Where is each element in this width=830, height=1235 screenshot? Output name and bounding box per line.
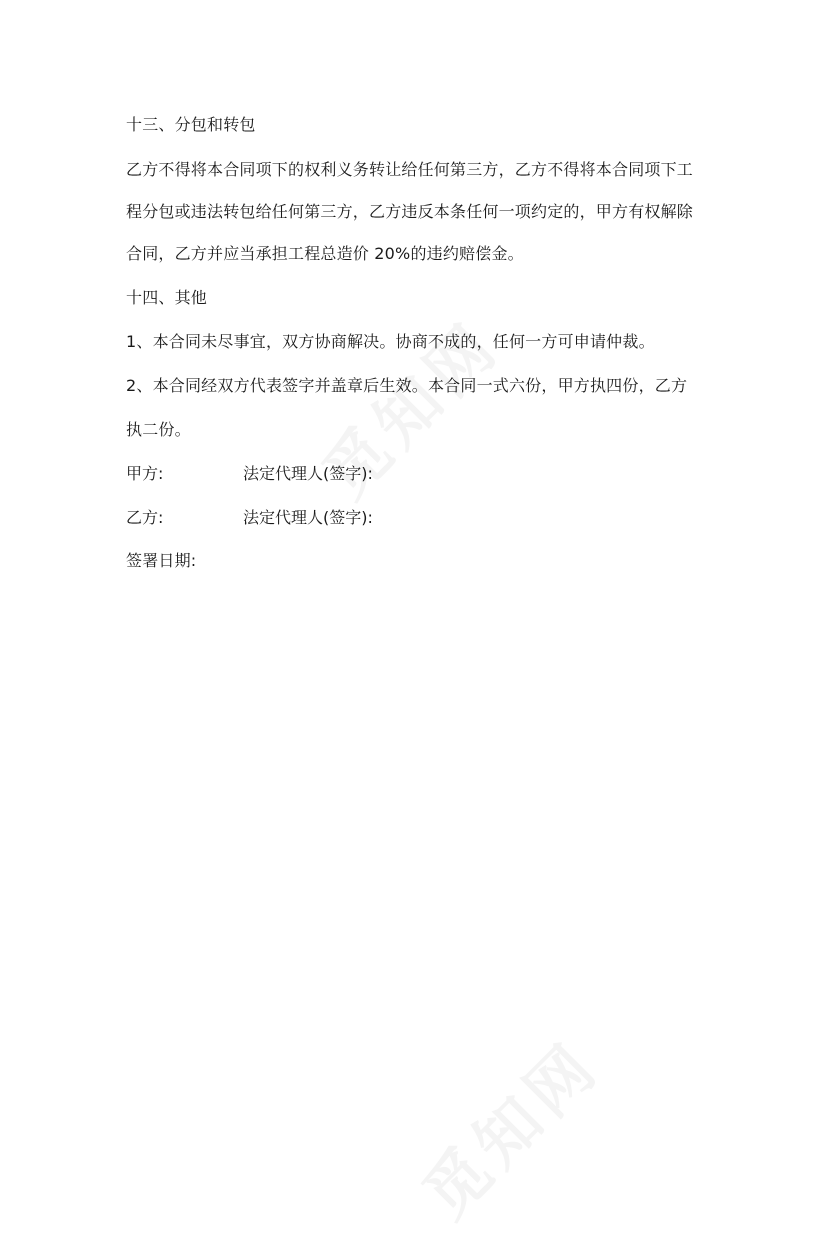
- party-b-agent-label: 法定代理人(签字):: [243, 508, 373, 527]
- signing-date-label: 签署日期:: [126, 551, 197, 570]
- watermark: [399, 1017, 617, 1235]
- section-14-item-1: 1、本合同未尽事宜，双方协商解决。协商不成的，任何一方可申请仲裁。: [126, 332, 655, 351]
- party-a-label: 甲方:: [126, 464, 164, 483]
- section-14-heading: 十四、其他: [126, 288, 208, 307]
- party-a-agent-label: 法定代理人(签字):: [243, 464, 373, 483]
- section-13-paragraph-line: 乙方不得将本合同项下的权利义务转让给任何第三方，乙方不得将本合同项下工: [126, 160, 694, 179]
- party-b-label: 乙方:: [126, 508, 164, 527]
- section-14-item-2-line: 执二份。: [126, 420, 191, 439]
- section-13-paragraph-line: 程分包或违法转包给任何第三方，乙方违反本条任何一项约定的，甲方有权解除: [126, 202, 694, 221]
- section-13-heading: 十三、分包和转包: [126, 115, 256, 134]
- section-14-item-2-line: 2、本合同经双方代表签字并盖章后生效。本合同一式六份，甲方执四份，乙方: [126, 376, 688, 395]
- section-13-paragraph-line: 合同，乙方并应当承担工程总造价 20%的违约赔偿金。: [126, 244, 524, 263]
